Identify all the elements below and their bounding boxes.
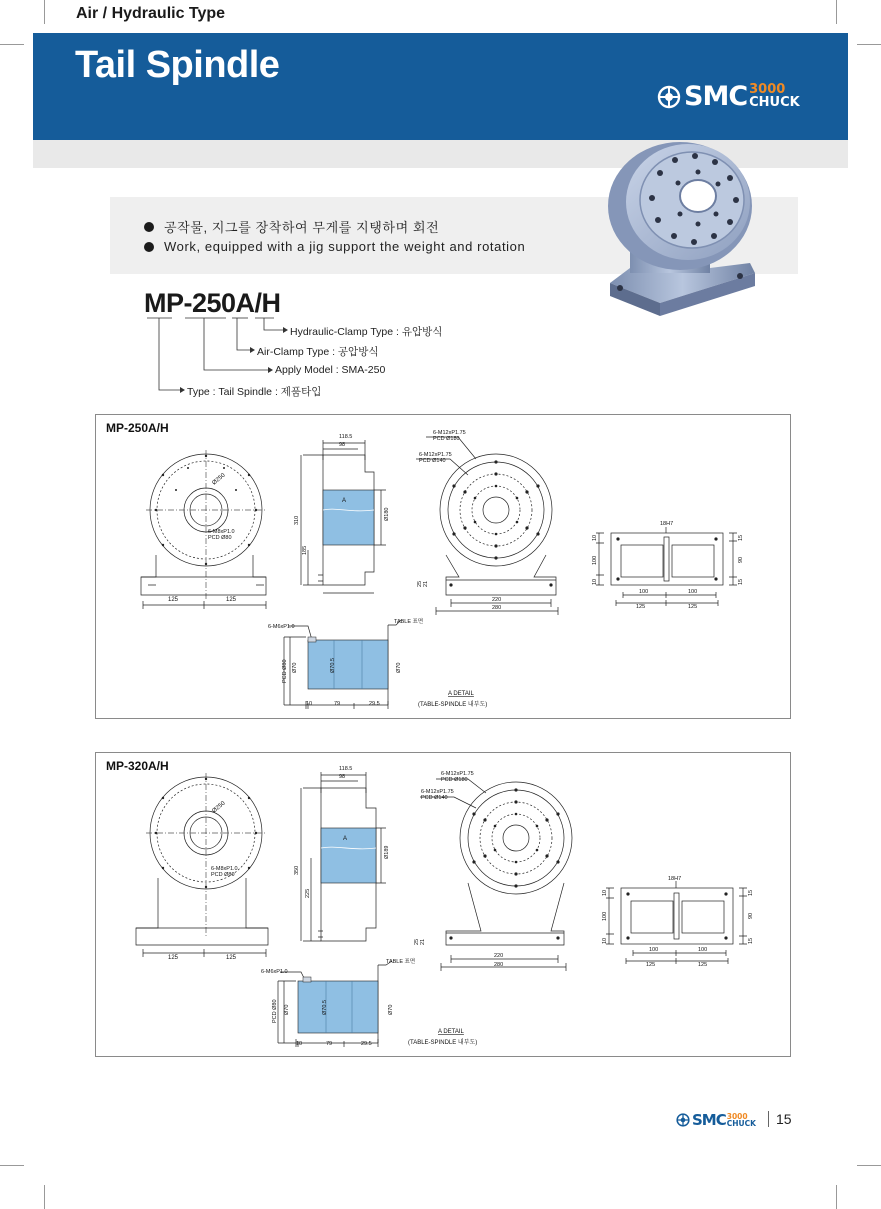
- side-diameter: Ø189: [384, 845, 390, 859]
- front-hole-callout: 6-M8xP1.0: [208, 529, 235, 535]
- front-bolt-circle-label: Ø250: [211, 800, 227, 815]
- detail-subtitle: (TABLE-SPINDLE 내부도): [418, 702, 488, 708]
- rear-width-inner: 220: [492, 597, 502, 603]
- feature-item: [144, 239, 525, 254]
- base-right-dim-2: 90: [738, 556, 744, 563]
- detail-flange: [303, 977, 311, 982]
- detail-d2: Ø70.5: [322, 1000, 328, 1015]
- base-bottom-dim-4: 125: [698, 962, 708, 968]
- base-bottom-dim-4: 125: [688, 604, 698, 610]
- side-section-a: [321, 828, 376, 883]
- side-height: 350: [294, 865, 300, 875]
- side-diameter: Ø180: [384, 507, 390, 521]
- side-top-dim-2: 98: [339, 774, 346, 780]
- crop-mark: [857, 44, 881, 45]
- side-section-label: A: [343, 836, 348, 842]
- base-left-dim-2: 100: [592, 555, 598, 565]
- footer-brand-logo: [676, 1111, 756, 1129]
- detail-table-label: TABLE 표면: [394, 619, 424, 625]
- page-number: 15: [776, 1111, 792, 1127]
- brand-word: CHUCK: [749, 94, 800, 110]
- base-slot-label: 18H7: [668, 876, 682, 882]
- base-bottom-dim-2: 100: [688, 589, 698, 595]
- side-base-dim-1: 25: [414, 938, 420, 945]
- model-code: MP-250A/H: [144, 288, 281, 318]
- brand-word: CHUCK: [726, 1119, 756, 1128]
- front-width-right: 125: [226, 597, 237, 603]
- brand-number: 3000: [749, 82, 786, 98]
- rear-callout-1-pcd: PCD Ø180: [441, 777, 468, 783]
- side-top-dim-2: 98: [339, 442, 346, 448]
- front-hole-callout-pcd: PCD Ø80: [211, 872, 235, 878]
- side-height: 310: [294, 515, 300, 525]
- base-slot-label: 18H7: [660, 521, 674, 527]
- base-left-dim-3: 10: [602, 937, 608, 944]
- detail-section: [298, 981, 378, 1033]
- side-section-label: A: [342, 498, 347, 504]
- detail-len-2: 79: [334, 701, 341, 707]
- front-hole-callout: 6-M8xP1.0: [211, 866, 238, 872]
- side-section-a: [323, 490, 374, 545]
- page-title: Tail Spindle: [75, 44, 280, 86]
- detail-d3: Ø70: [388, 1004, 394, 1015]
- detail-section: [308, 640, 388, 689]
- detail-len-3: 29.5: [369, 701, 380, 707]
- crop-mark: [0, 1165, 24, 1166]
- crop-mark: [44, 1185, 45, 1209]
- base-bottom-dim-3: 125: [646, 962, 656, 968]
- crop-mark: [0, 44, 24, 45]
- code-legend-item: Hydraulic-Clamp Type : 유압방식: [290, 326, 443, 338]
- drawing-panel-mp250: [95, 414, 791, 719]
- crop-mark: [836, 1185, 837, 1209]
- detail-len-1: 10: [306, 701, 313, 707]
- drawing-title: MP-320A/H: [106, 759, 169, 773]
- front-bolt-circle-label: Ø250: [211, 472, 227, 487]
- detail-pcd: PCD Ø80: [272, 999, 278, 1023]
- brand-symbol-icon: [676, 1113, 690, 1127]
- base-right-dim-1: 15: [748, 889, 754, 896]
- drawing-panel-mp320: [95, 752, 791, 1057]
- brand-name: SMC: [684, 81, 748, 112]
- rear-callout-2-pcd: PCD Ø140: [419, 458, 446, 464]
- base-right-dim-3: 15: [738, 578, 744, 585]
- detail-callout: 6-M6xP1.0: [261, 969, 288, 975]
- rear-callout-1: 6-M12xP1.75: [441, 771, 474, 777]
- base-bottom-dim-3: 125: [636, 604, 646, 610]
- detail-len-2: 79: [326, 1041, 333, 1047]
- side-center-height: 225: [305, 888, 311, 898]
- technical-drawing: [96, 753, 792, 1058]
- side-base-dim-2: 21: [420, 938, 426, 945]
- product-image: [600, 128, 760, 328]
- detail-d1: Ø70: [292, 662, 298, 673]
- detail-d1: Ø70: [284, 1004, 290, 1015]
- base-left-dim-3: 10: [592, 578, 598, 585]
- code-legend-item: Type : Tail Spindle : 제품타입: [187, 386, 322, 398]
- crop-mark: [44, 0, 45, 24]
- technical-drawing: [96, 415, 792, 720]
- rear-callout-1: 6-M12xP1.75: [433, 430, 466, 436]
- rear-width-outer: 280: [494, 962, 504, 968]
- base-right-dim-2: 90: [748, 912, 754, 919]
- base-left-dim-1: 10: [592, 534, 598, 541]
- base-bottom-dim-2: 100: [698, 947, 708, 953]
- detail-len-3: 29.5: [361, 1041, 372, 1047]
- rear-width-inner: 220: [494, 953, 504, 959]
- code-legend-item: Apply Model : SMA-250: [275, 364, 386, 376]
- front-width-left: 125: [168, 597, 179, 603]
- bullet-icon: [144, 242, 154, 252]
- detail-table-label: TABLE 표면: [386, 959, 416, 965]
- detail-flange: [308, 637, 316, 642]
- brand-number: 3000: [726, 1111, 748, 1121]
- side-top-dim-1: 118.5: [339, 434, 353, 440]
- brand-symbol-icon: [657, 85, 681, 109]
- detail-title: A DETAIL: [448, 691, 474, 697]
- side-center-height: 185: [302, 545, 308, 555]
- code-legend-item: Air-Clamp Type : 공압방식: [257, 346, 379, 358]
- detail-subtitle: (TABLE-SPINDLE 내부도): [408, 1040, 478, 1046]
- detail-callout: 6-M6xP1.0: [268, 624, 295, 630]
- rear-width-outer: 280: [492, 605, 502, 611]
- brand-name: SMC: [692, 1111, 726, 1129]
- front-width-left: 125: [168, 955, 179, 961]
- brand-logo: [657, 81, 800, 112]
- footer-separator: [768, 1111, 769, 1127]
- base-bottom-dim-1: 100: [639, 589, 649, 595]
- rear-callout-2-pcd: PCD Ø140: [421, 795, 448, 801]
- base-left-dim-1: 10: [602, 889, 608, 896]
- detail-title: A DETAIL: [438, 1029, 464, 1035]
- detail-d3: Ø70: [396, 662, 402, 673]
- feature-text: 공작물, 지그를 장착하여 무게를 지탱하며 회전: [164, 220, 440, 235]
- side-base-dim-2: 21: [423, 580, 429, 587]
- rear-callout-2: 6-M12xP1.75: [421, 789, 454, 795]
- bullet-icon: [144, 222, 154, 232]
- feature-text: Work, equipped with a jig support the weight and rotation: [164, 239, 526, 254]
- feature-item: [144, 217, 439, 236]
- crop-mark: [836, 0, 837, 24]
- subheader-title: Air / Hydraulic Type: [76, 5, 226, 22]
- base-right-dim-3: 15: [748, 937, 754, 944]
- detail-pcd: PCD Ø80: [282, 659, 288, 683]
- rear-callout-1-pcd: PCD Ø180: [433, 436, 460, 442]
- side-base-dim-1: 25: [417, 580, 423, 587]
- drawing-title: MP-250A/H: [106, 421, 169, 435]
- rear-callout-2: 6-M12xP1.75: [419, 452, 452, 458]
- front-hole-callout-pcd: PCD Ø80: [208, 535, 232, 541]
- crop-mark: [857, 1165, 881, 1166]
- side-top-dim-1: 118.5: [339, 766, 353, 772]
- detail-d2: Ø70.5: [330, 658, 336, 673]
- base-bottom-dim-1: 100: [649, 947, 659, 953]
- detail-len-1: 10: [296, 1041, 303, 1047]
- base-left-dim-2: 100: [602, 911, 608, 921]
- front-width-right: 125: [226, 955, 237, 961]
- base-right-dim-1: 15: [738, 534, 744, 541]
